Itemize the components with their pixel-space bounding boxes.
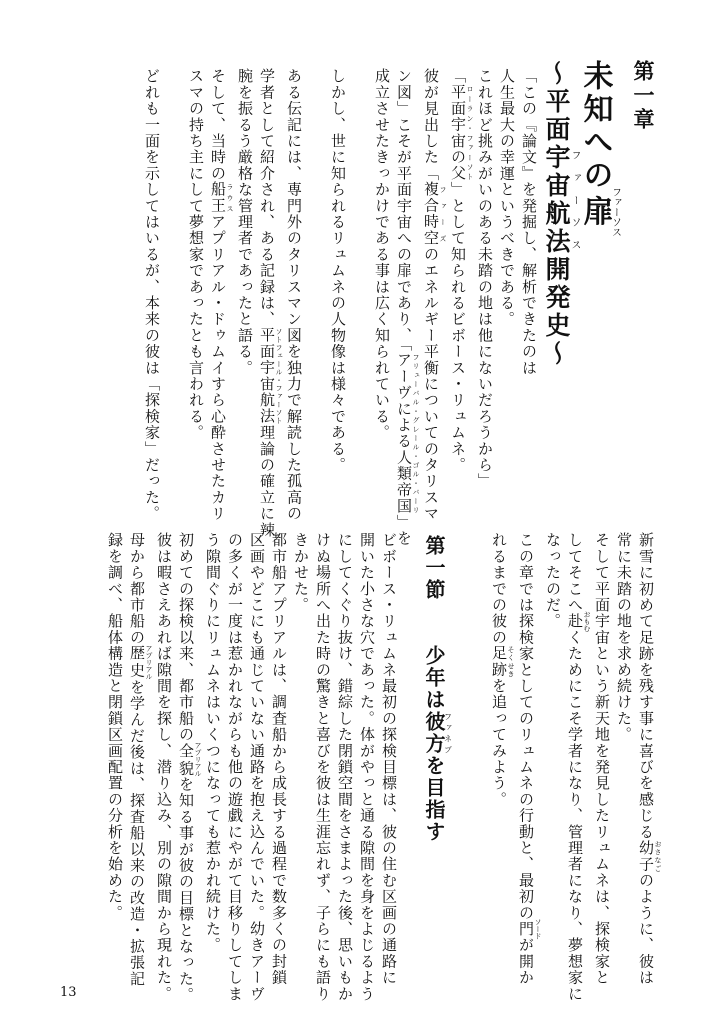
text-line: 彼は暇さえあれば隙間を探し、潜り込み、別の隙間から現れた。 — [155, 532, 173, 1002]
chapter-label: 第一章 — [631, 60, 655, 132]
text-line: 彼が見出した「複合時空 ファーズのエネルギー平衡についてのタリスマ — [422, 68, 447, 522]
text-line: ビボース・リュムネ最初の探検目標は、彼の住む区画の通路に — [380, 532, 398, 986]
text-line: う隙間ぐりにリュムネはいくつになっても惹かれ続けた。 — [204, 532, 222, 954]
text-line: 初めての探検以来、都市船の全貌 アプリアルを知る事が彼の目標となった。 — [177, 532, 202, 1004]
section-heading — [408, 535, 453, 843]
text-line: 「この『論文』を発掘し、解析できたのは — [520, 68, 538, 376]
bottom-intro-block — [482, 532, 662, 1002]
text-line: 録を調べ、船体構造と閉鎖区画配置の分析を始めた。 — [106, 532, 124, 921]
text-line: にしてくぐり抜け、錯綜した閉鎖空間をさまよった後、思いもか — [336, 532, 354, 1002]
page-number: 13 — [60, 985, 77, 1000]
text-line: の多くが一度は惹かれながらも他の遊戯にやがて目移りしてしま — [226, 532, 244, 1002]
text-line: 学者として紹介され、ある記録は、平面宇宙航法 ソトフェール・ファーソト理論の確立に辣 — [258, 68, 283, 538]
text-line: そして平面宇宙という新天地を発見したリュムネは、探検家と — [593, 532, 611, 986]
text-line — [305, 68, 327, 508]
text-line: そして、当時の船王 ラウスアプリアル・ドゥムイすら心酔させたカリ — [209, 68, 234, 522]
text-line: してそこへ赴 おもむくためにこそ学者になり、管理者になり、夢想家に — [566, 532, 591, 1002]
chapter-title-main: 未知への扉ファーソス — [577, 60, 621, 237]
text-line: れるまでの彼の足跡 そくせきを追ってみよう。 — [490, 532, 515, 808]
section-title: 少年は彼方ファネブを目指す — [422, 645, 453, 843]
text-line: 母から都市船の歴史 アプリアルを学んだ後は、探査船以来の改造・拡張記 — [128, 532, 153, 987]
text-line: どれも一面を示してはいるが、本来の彼は「探検家」だった。 — [143, 68, 161, 522]
text-line: スマの持ち主にして夢想家であったとも言われる。 — [187, 68, 205, 441]
text-line: この章では探検家としてのリュムネの行動と、最初の門 ソードが開か — [517, 532, 542, 986]
text-line: けぬ場所へ出た時の驚きと喜びを彼は生涯忘れず、子らにも語り — [314, 532, 332, 1002]
text-line: 区画やどこにも通じていない通路を抱え込んでいた。幼きアーヴ — [248, 532, 266, 1002]
text-line: なったのだ。 — [544, 532, 562, 630]
text-line: 新雪に初めて足跡を残す事に喜びを感じる幼子 おさなごのように、彼は — [637, 532, 662, 986]
text-line: 開いた小さな穴であった。体がやっと通る隙間を身をよじるよう — [358, 532, 376, 1002]
text-line: 成立させたきっかけである事は広く知られている。 — [373, 68, 391, 441]
section-label: 第一節 — [422, 535, 446, 601]
chapter-title — [542, 60, 621, 450]
chapter-subtitle: 〜平面宇宙航法ファーソス開発史〜 — [542, 60, 580, 368]
text-line: 都市船アプリアルは、調査船から成長する過程で数多くの封鎖 — [270, 532, 288, 986]
text-line: ある伝記には、専門外のタリスマン図を独力で解読した孤高の — [285, 68, 303, 522]
text-line — [163, 68, 185, 508]
text-line: ン図」こそが平面宇宙への扉であり、「アーヴによる人類帝国 フリューバル・グレール・ゴル・バーリ」を — [395, 68, 420, 547]
text-line: これほど挑みがいのある未踏の地は他にないだろうから」 — [476, 68, 494, 490]
text-line: 腕を振るう厳格な管理者であったと語る。 — [236, 68, 254, 376]
text-line: しかし、世に知られるリュムネの人物像は様々である。 — [329, 68, 347, 473]
text-line: 「平面宇宙の父 ローラン・ファーソト」として知られるビボース・リュムネ。 — [449, 68, 474, 474]
text-line — [349, 68, 371, 508]
text-line: 人生最大の幸運というべきである。 — [498, 68, 516, 328]
text-line: 常に未踏の地を求め続けた。 — [615, 532, 633, 743]
text-line: きかせた。 — [292, 532, 310, 613]
top-text-block — [60, 68, 540, 547]
